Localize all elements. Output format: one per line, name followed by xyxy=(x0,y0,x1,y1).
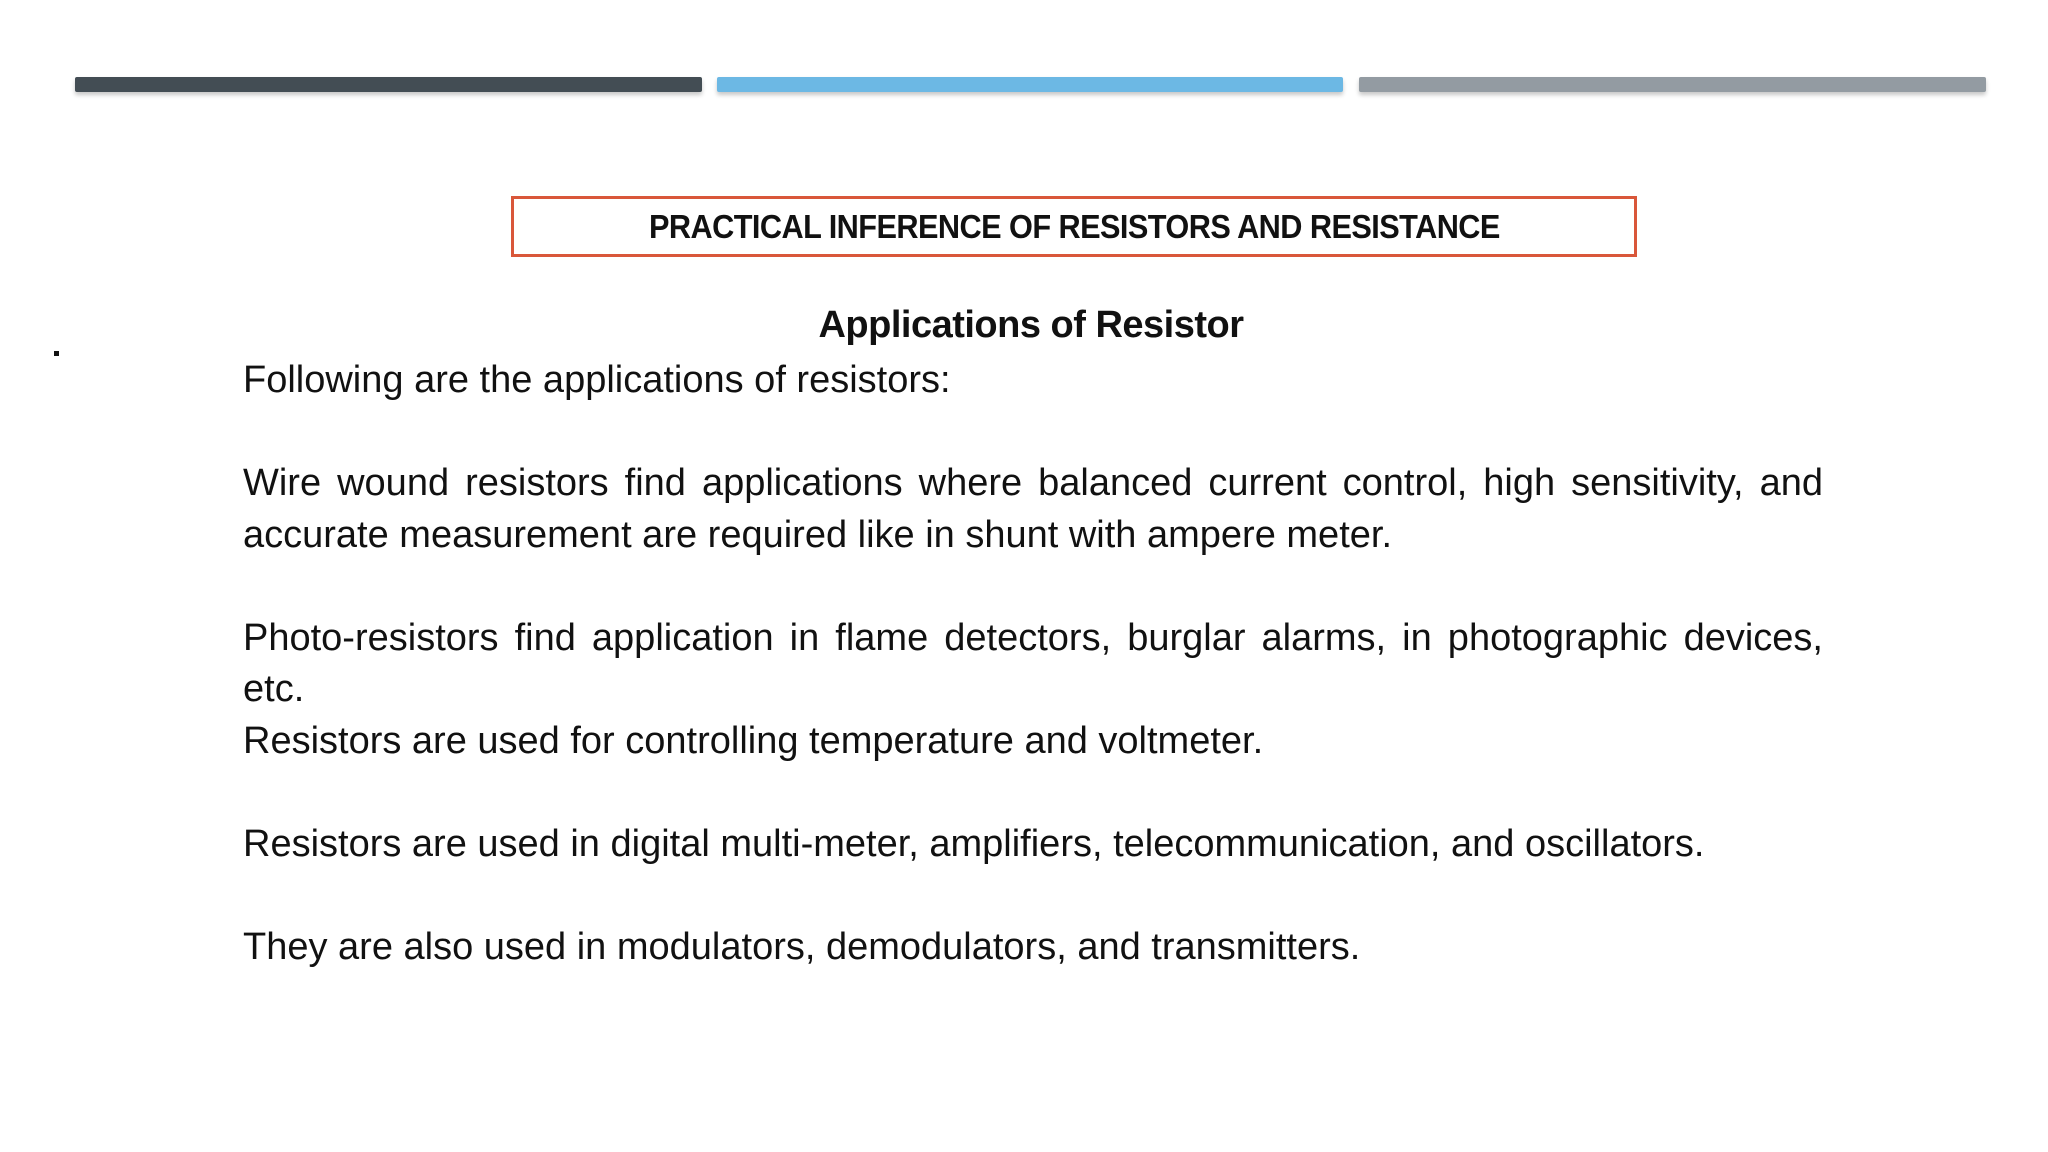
slide-title-box xyxy=(511,196,1637,257)
section-heading: Applications of Resistor xyxy=(818,304,1244,346)
paragraph-spacer xyxy=(243,870,1823,922)
paragraph-photo-resistors: Photo-resistors find application in flame detectors, burglar alarms, in photographic devices, etc. xyxy=(243,616,1823,710)
paragraph-spacer xyxy=(243,407,1823,459)
paragraph-temperature: Resistors are used for controlling temperature and voltmeter. xyxy=(243,719,1264,762)
top-accent-bar-blue xyxy=(717,77,1343,92)
body-text xyxy=(243,355,1823,973)
paragraph-spacer xyxy=(243,561,1823,613)
paragraph-multimeter: Resistors are used in digital multi-meter, amplifiers, telecommunication, and oscillators. xyxy=(243,822,1705,865)
intro-paragraph: Following are the applications of resistors: xyxy=(243,359,951,401)
top-accent-bar-gray xyxy=(1359,77,1986,92)
slide-title: PRACTICAL INFERENCE OF RESISTORS AND RESISTANCE xyxy=(648,207,1500,245)
top-accent-bar-dark xyxy=(75,77,702,92)
paragraph-modulators: They are also used in modulators, demodulators, and transmitters. xyxy=(243,925,1361,968)
paragraph-spacer xyxy=(243,767,1823,819)
stray-dot-mark xyxy=(54,351,59,356)
paragraph-wire-wound: Wire wound resistors find applications where balanced current control, high sensitivity, and accurate measurement are required like in shunt with ampere meter. xyxy=(243,462,1823,556)
